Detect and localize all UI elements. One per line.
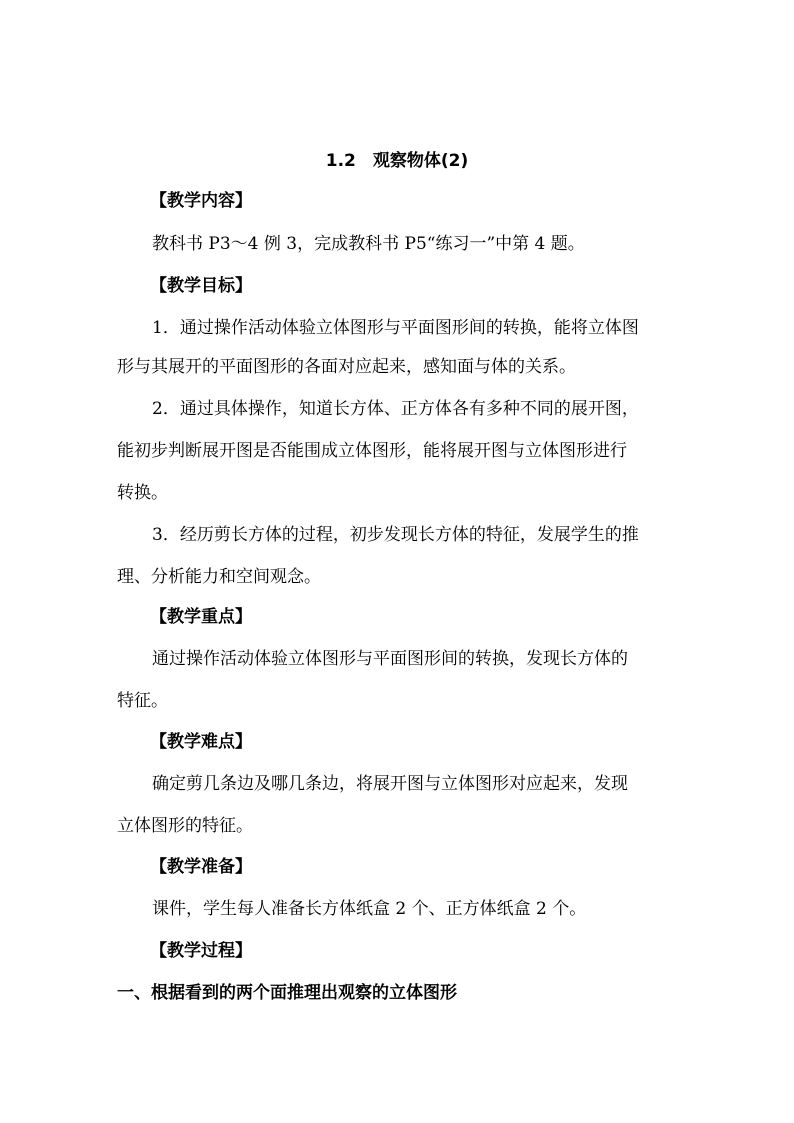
goal-1-line-2: 形与其展开的平面图形的各面对应起来，感知面与体的关系。 <box>117 357 576 377</box>
heading-process: 【教学过程】 <box>150 941 252 961</box>
key-points-line-2: 特征。 <box>117 691 168 711</box>
page-title: 1.2 观察物体(2) <box>325 151 469 171</box>
goal-3-line-2: 理、分析能力和空间观念。 <box>117 567 321 587</box>
goal-1-line-1: 1．通过操作活动体验立体图形与平面图形间的转换，能将立体图 <box>152 318 639 338</box>
section-one-heading: 一、根据看到的两个面推理出观察的立体图形 <box>117 983 457 1003</box>
difficulties-line-1: 确定剪几条边及哪几条边，将展开图与立体图形对应起来，发现 <box>152 774 628 794</box>
teaching-content-text: 教科书 P3～4 例 3，完成教科书 P5“练习一”中第 4 题。 <box>152 234 585 254</box>
heading-teaching-content: 【教学内容】 <box>150 191 252 211</box>
key-points-line-1: 通过操作活动体验立体图形与平面图形间的转换，发现长方体的 <box>152 649 628 669</box>
goal-3-line-1: 3．经历剪长方体的过程，初步发现长方体的特征，发展学生的推 <box>152 525 639 545</box>
goal-2-line-3: 转换。 <box>117 483 168 503</box>
preparation-text: 课件，学生每人准备长方体纸盒 2 个、正方体纸盒 2 个。 <box>152 899 587 919</box>
heading-teaching-goals: 【教学目标】 <box>150 276 252 296</box>
heading-preparation: 【教学准备】 <box>150 857 252 877</box>
goal-2-line-1: 2．通过具体操作，知道长方体、正方体各有多种不同的展开图， <box>152 399 639 419</box>
goal-2-line-2: 能初步判断展开图是否能围成立体图形，能将展开图与立体图形进行 <box>117 441 627 461</box>
heading-key-points: 【教学重点】 <box>150 607 252 627</box>
difficulties-line-2: 立体图形的特征。 <box>117 816 253 836</box>
heading-difficulties: 【教学难点】 <box>150 732 252 752</box>
